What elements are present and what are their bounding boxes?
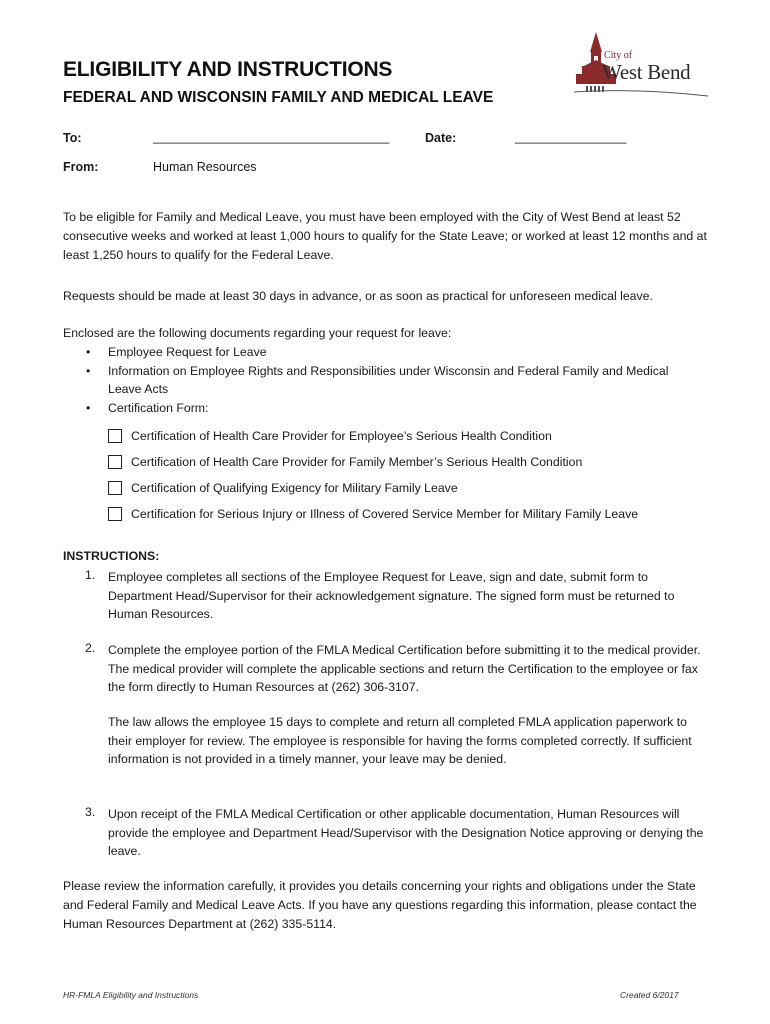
enclosed-intro: Enclosed are the following documents regarding your request for leave: <box>63 326 452 340</box>
date-field[interactable]: ________________ <box>515 130 627 144</box>
city-logo <box>574 30 710 102</box>
checkbox[interactable] <box>108 455 122 469</box>
from-value: Human Resources <box>153 160 257 174</box>
footer-form-name: HR-FMLA Eligibility and Instructions <box>63 990 199 1000</box>
instruction-item-2-note: The law allows the employee 15 days to complete and return all completed FMLA application paperwork to their employer for review. The employee is responsible for having the forms completed correctly. If sufficient information is not provided in a timely manner, your leave may be denied. <box>108 715 692 766</box>
date-label: Date: <box>425 131 457 145</box>
certification-option-exigency[interactable]: Certification of Qualifying Exigency for Military Family Leave <box>108 481 458 495</box>
certification-option-family-member[interactable]: Certification of Health Care Provider for Family Member’s Serious Health Condition <box>108 455 582 469</box>
enclosed-documents-list <box>63 343 703 417</box>
checkbox[interactable] <box>108 429 122 443</box>
to-label: To: <box>63 131 82 145</box>
instruction-number-1: 1. <box>85 568 96 582</box>
list-item: • Certification Form: <box>63 399 703 418</box>
advance-notice-paragraph: Requests should be made at least 30 days in advance, or as soon as practical for unforeseen medical leave. <box>63 289 653 303</box>
closing-paragraph: Please review the information carefully, it provides you details concerning your rights and obligations under the State and Federal Family and Medical Leave Acts. If you have any questions regarding this information, please contact the Human Resources Department at (262) 335-5114. <box>63 879 697 931</box>
instruction-item-3: Upon receipt of the FMLA Medical Certification or other applicable documentation, Human Resources will provide the employee and Department Head/Supervisor with the Designation Notice approving or denying the leave. <box>108 807 704 858</box>
certification-option-service-member[interactable]: Certification for Serious Injury or Illness of Covered Service Member for Military Family Leave <box>108 507 638 521</box>
page-subtitle: FEDERAL AND WISCONSIN FAMILY AND MEDICAL LEAVE <box>63 89 494 106</box>
bullet-icon: • <box>86 363 91 378</box>
page-title: ELIGIBILITY AND INSTRUCTIONS <box>63 58 393 81</box>
bullet-icon: • <box>86 345 91 359</box>
checkbox[interactable] <box>108 507 122 521</box>
list-item: • Information on Employee Rights and Responsibilities under Wisconsin and Federal Family and Medical Leave Acts <box>86 363 669 396</box>
instructions-heading: INSTRUCTIONS: <box>63 549 160 563</box>
instruction-item-2: Complete the employee portion of the FMLA Medical Certification before submitting it to the medical provider. The medical provider will complete the applicable sections and return the Certification to the employee or fax the form directly to Human Resources at (262) 306-3107. <box>108 643 701 694</box>
checkbox[interactable] <box>108 481 122 495</box>
logo-city-text: City of <box>604 50 633 61</box>
list-item: • Employee Request for Leave <box>63 343 703 362</box>
instruction-number-2: 2. <box>85 641 96 655</box>
to-field[interactable]: __________________________________ <box>153 130 390 144</box>
instruction-number-3: 3. <box>85 805 96 819</box>
certification-option-employee[interactable]: Certification of Health Care Provider for Employee’s Serious Health Condition <box>108 429 552 443</box>
instruction-item-1: Employee completes all sections of the Employee Request for Leave, sign and date, submit form to Department Head/Supervisor for their acknowledgement signature. The signed form must be returned to Human Resources. <box>108 570 675 621</box>
eligibility-paragraph: To be eligible for Family and Medical Leave, you must have been employed with the City of West Bend at least 52 consecutive weeks and worked at least 1,000 hours to qualify for the State Leave; or worked at least 12 months and at least 1,250 hours to qualify for the Federal Leave. <box>63 210 707 262</box>
footer-created-date: Created 6/2017 <box>620 990 679 1000</box>
from-label: From: <box>63 160 99 174</box>
bullet-icon: • <box>86 400 91 415</box>
logo-name-text: West Bend <box>602 60 691 84</box>
